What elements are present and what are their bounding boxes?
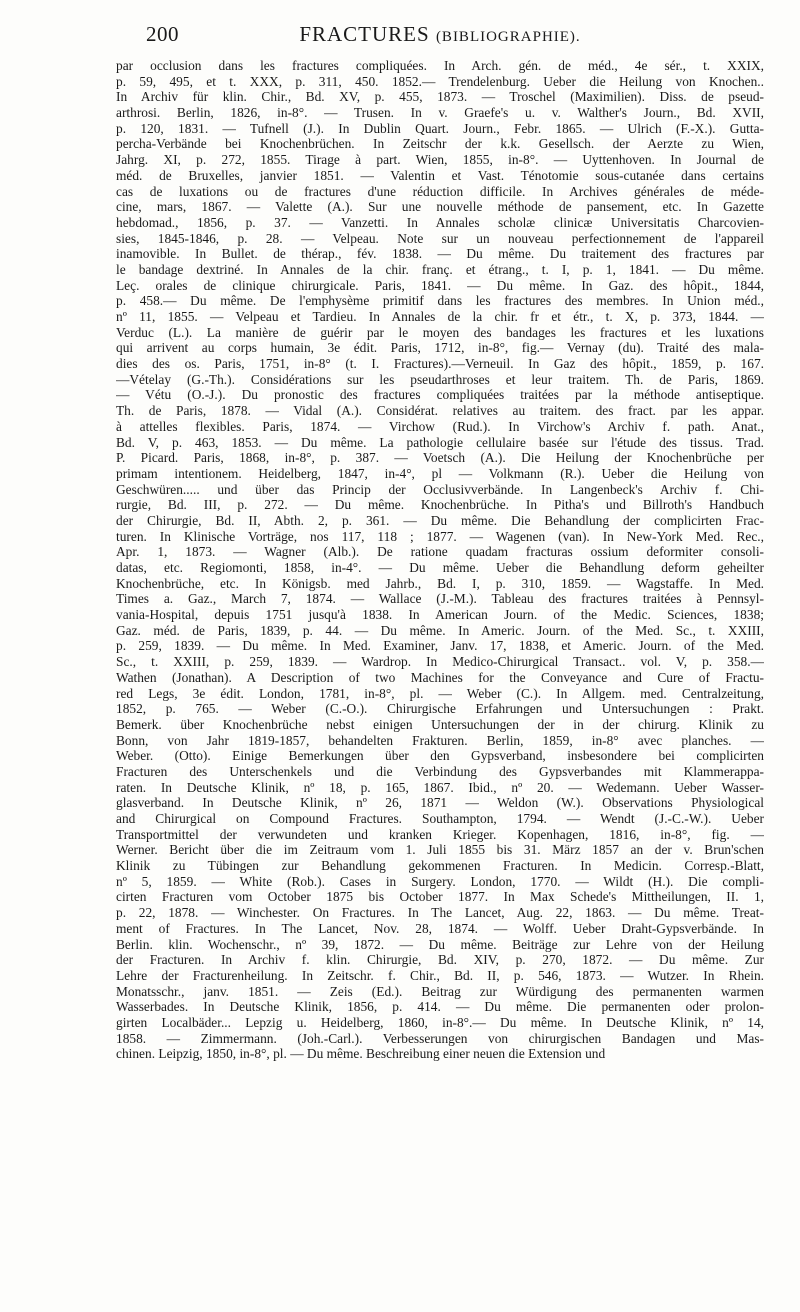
text-line: p. 458.— Du même. De l'emphysème primitif dans les fractures des membres. In Union méd., [116,293,764,309]
text-line: Bonn, von Jahr 1819-1857, behandelten Frakturen. Berlin, 1859, in-8° avec planches. — [116,732,764,748]
text-line: Lehre der Fracturenheilung. In Zeitschr. f. Chir., Bd. II, p. 546, 1873. — Wutzer. In Rhein. [116,967,764,983]
text-line: glasverband. In Deutsche Klinik, nº 26, 1871 — Weldon (W.). Observations Physiological [116,795,764,811]
text-line: Bemerk. über Knochenbrüche nebst einigen Untersuchungen der in der chirurg. Klinik zu [116,716,764,732]
text-line: inamovible. In Bullet. de thérap., fév. 1838. — Du même. Du traitement des fractures par [116,246,764,262]
text-line: Leç. orales de clinique chirurgicale. Paris, 1841. — Du même. In Gaz. des hôpit., 1844, [116,277,764,293]
text-line: turen. In Klinische Vorträge, nos 117, 118 ; 1877. — Wagenen (van). In New-York Med. Rec., [116,528,764,544]
text-line: der Chirurgie, Bd. II, Abth. 2, p. 361. — Du même. Die Behandlung der complicirten Frac- [116,512,764,528]
text-line: —Vételay (G.-Th.). Considérations sur les pseudarthroses et leur traitem. Th. de Paris, 1869. [116,371,764,387]
text-line: nº 11, 1855. — Velpeau et Tardieu. In Annales de la chir. fr et étr., t. X, p. 373, 1844. — [116,309,764,324]
text-line: méd. de Bruxelles, janvier 1851. — Valentin et Vast. Ténotomie sous-cutanée dans certains [116,167,764,183]
running-title-main: FRACTURES [299,22,430,46]
text-line: and Chirurgical on Compound Fractures. Southampton, 1794. — Wendt (J.-C.-W.). Ueber [116,811,764,826]
text-line: p. 59, 495, et t. XXX, p. 311, 450. 1852.— Trendelenburg. Ueber die Heilung von Knochen.. [116,73,764,89]
text-line: cirten Fracturen vom October 1875 bis October 1877. In Max Schede's Mittheilungen, II. 1, [116,889,764,905]
text-line: hebdomad., 1856, p. 37. — Vanzetti. In Annales scholæ clinicæ Universitatis Charcovien- [116,214,764,230]
text-line: p. 120, 1831. — Tufnell (J.). In Dublin Quart. Journ., Febr. 1865. — Ulrich (F.-X.). Gutta- [116,120,764,136]
text-line: dies des os. Paris, 1751, in-8° (t. I. Fractures).—Verneuil. In Gaz des hôpit., 1859, p. 167. [116,356,764,372]
text-line: red Legs, 3e édit. London, 1781, in-8°, pl. — Weber (C.). In Allgem. med. Centralzeitung, [116,685,764,701]
text-line: Verduc (L.). La manière de guérir par le moyen des bandages les fractures et les luxations [116,324,764,340]
running-title-subtitle: (BIBLIOGRAPHIE). [435,29,581,45]
text-line: Times a. Gaz., March 7, 1874. — Wallace (J.-M.). Tableau des fractures traitées à Pennsyl- [116,591,764,607]
text-line: Jahrg. XI, p. 272, 1855. Tirage à part. Wien, 1855, in-8°. — Uyttenhoven. In Journal de [116,152,764,168]
text-line: Bd. V, p. 463, 1853. — Du même. La pathologie cellulaire basée sur l'étude des tissus. Trad. [116,434,764,450]
text-line: girten Localbäder... Lepzig u. Heidelberg, 1860, in-8°.— Du même. In Deutsche Klinik, nº 14, [116,1014,764,1030]
text-line: rurgie, Bd. III, p. 272. — Du même. Knochenbrüche. In Pitha's und Billroth's Handbuch [116,497,764,513]
text-line: p. 22, 1878. — Winchester. On Fractures. In The Lancet, Aug. 22, 1863. — Du même. Treat- [116,905,764,921]
text-line: le bandage dextriné. In Annales de la chir. franç. et étrang., t. I, p. 1, 1841. — Du même. [116,261,764,277]
text-line: Sc., t. XXIII, p. 259, 1839. — Wardrop. In Medico-Chirurgical Transact.. vol. V, p. 358.— [116,654,764,670]
bibliography-text [116,58,764,1302]
text-line: arthrosi. Berlin, 1826, in-8°. — Trusen. In v. Graefe's u. v. Walther's Journ., Bd. XVII, [116,105,764,121]
text-line: p. 259, 1839. — Du même. In Med. Examiner, Janv. 17, 1838, et Americ. Journ. of the Med. [116,638,764,654]
text-line: Gaz. méd. de Paris, 1839, p. 44. — Du même. In Americ. Journ. of the Med. Sc., t. XXIII, [116,622,764,638]
text-line: 1858. — Zimmermann. (Joh.-Carl.). Verbesserungen von chirurgischen Bandagen und Mas- [116,1030,764,1046]
text-line: ment of Fractures. In The Lancet, Nov. 28, 1874. — Wolff. Ueber Draht-Gypsverbände. In [116,920,764,936]
text-line: Fracturen des Unterschenkels und die Verbindung des Gypsverbandes mit Klammerappa- [116,763,764,779]
text-line: Werner. Bericht über die im Zeitraum vom 1. Juli 1855 bis 31. März 1857 an der v. Brun'schen [116,842,764,858]
text-line: datas, etc. Regiomonti, 1858, in-4°. — Du même. Ueber die Behandlung deform geheilter [116,560,764,575]
text-line: Knochenbrüche, etc. In Königsb. med Jahrb., Bd. I, p. 310, 1859. — Wagstaffe. In Med. [116,575,764,591]
text-line: à attelles flexibles. Paris, 1874. — Virchow (Rud.). In Virchow's Archiv f. path. Anat., [116,418,764,434]
text-line: Berlin. klin. Wochenschr., nº 39, 1872. — Du même. Beiträge zur Lehre von der Heilung [116,936,764,952]
text-line: cine, mars, 1867. — Valette (A.). Sur une nouvelle méthode de pansement, etc. In Gazette [116,199,764,215]
text-line: sies, 1845-1846, p. 28. — Velpeau. Note sur un nouveau perfectionnement de l'appareil [116,230,764,246]
running-title [116,22,764,47]
text-line: der Fracturen. In Archiv f. klin. Chirurgie, Bd. XIV, p. 270, 1872. — Du même. Zur [116,952,764,968]
text-line: Geschwüren..... und über das Princip der Occlusivverbände. In Langenbeck's Archiv f. Chi- [116,481,764,497]
text-line: Klinik zu Tübingen zur Behandlung gekommenen Fracturen. In Medicin. Corresp.-Blatt, [116,858,764,874]
text-line: Th. de Paris, 1878. — Vidal (A.). Considérat. relatives au traitem. des fract. par les appar. [116,403,764,419]
text-line: Apr. 1, 1873. — Wagner (Alb.). De ratione quadam fracturas ossium deformiter consoli- [116,544,764,560]
text-line: primam intentionem. Heidelberg, 1847, in-4°, pl — Volkmann (R.). Ueber die Heilung von [116,465,764,481]
text-line: In Archiv für klin. Chir., Bd. XV, p. 455, 1873. — Troschel (Maximilien). Diss. de pseud- [116,89,764,105]
text-line: nº 5, 1859. — White (Rob.). Cases in Surgery. London, 1770. — Wildt (H.). Die compli- [116,873,764,889]
page-number: 200 [146,22,179,46]
text-line: — Vétu (O.-J.). Du pronostic des fractures compliquées traitées par la méthode antiseptique. [116,387,764,403]
text-line: chinen. Leipzig, 1850, in-8°, pl. — Du même. Beschreibung einer neuen die Extension und [116,1046,606,1062]
text-line: Transportmittel der verwundeten und kranken Krieger. Kopenhagen, 1816, in-8°, fig. — [116,826,764,842]
text-line: par occlusion dans les fractures compliquées. In Arch. gén. de méd., 4e sér., t. XXIX, [116,58,764,73]
text-line: Wathen (Jonathan). A Description of two Machines for the Conveyance and Cure of Fractu- [116,669,764,685]
text-line: percha-Verbände bei Knochenbrüchen. In Zeitschr der k.k. Gesellsch. der Aerzte zu Wien, [116,136,764,152]
text-line: Monatsschr., janv. 1851. — Zeis (Ed.). Beitrag zur Würdigung des permanenten warmen [116,983,764,999]
page-header [116,22,764,52]
text-line: qui arrivent au corps humain, 3e édit. Paris, 1712, in-8°, fig.— Vernay (du). Traité des mala- [116,340,764,356]
text-line: Wasserbades. In Deutsche Klinik, 1856, p. 414. — Du même. Die permanenten oder prolon- [116,999,764,1015]
text-line: cas de luxations ou de fractures d'une réduction difficile. In Archives générales de méde- [116,183,764,199]
text-line: Weber. (Otto). Einige Bemerkungen über den Gypsverband, insbesondere bei complicirten [116,748,764,764]
text-line: vania-Hospital, depuis 1751 jusqu'à 1838. In American Journ. of the Medic. Sciences, 1838; [116,607,764,623]
text-line: raten. In Deutsche Klinik, nº 18, p. 165, 1867. Ibid., nº 20. — Wedemann. Ueber Wasser- [116,779,764,795]
text-line: 1852, p. 765. — Weber (C.-O.). Chirurgische Erfahrungen und Untersuchungen : Prakt. [116,701,764,717]
text-line: P. Picard. Paris, 1868, in-8°, p. 387. — Voetsch (A.). Die Heilung der Knochenbrüche per [116,450,764,466]
